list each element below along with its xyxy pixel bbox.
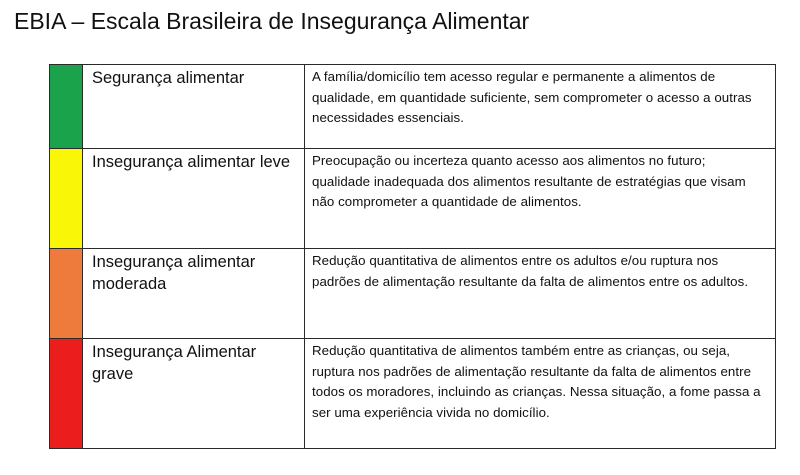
color-swatch-red: [50, 339, 83, 449]
ebia-scale-table: [49, 64, 776, 449]
color-swatch-orange: [50, 249, 83, 339]
color-swatch-yellow: [50, 149, 83, 249]
level-label: [83, 249, 305, 339]
level-text: Insegurança alimentar moderada: [92, 253, 256, 293]
table-row: [50, 65, 776, 149]
color-swatch-green: [50, 65, 83, 149]
page-title: EBIA – Escala Brasileira de Insegurança Alimentar: [14, 8, 530, 34]
level-text: Insegurança Alimentar grave: [92, 343, 257, 383]
level-label: [83, 149, 305, 249]
table-row: [50, 339, 776, 449]
level-description: [305, 249, 776, 339]
level-text: Segurança alimentar: [92, 69, 245, 87]
level-label: [83, 65, 305, 149]
description-text: A família/domicílio tem acesso regular e permanente a alimentos de qualidade, em quantidade suficiente, sem comprometer o acesso a outras necessidades essenciais.: [312, 69, 752, 125]
description-text: Preocupação ou incerteza quanto acesso aos alimentos no futuro; qualidade inadequada dos alimentos resultante de estratégias que visam não comprometer a quantidade de alimentos.: [312, 153, 746, 209]
description-text: Redução quantitativa de alimentos também entre as crianças, ou seja, ruptura nos padrões de alimentação resultante da falta de alimentos entre todos os moradores, incluindo as crianças. Nessa situação, a fome passa a ser uma experiência vivida no domicílio.: [312, 343, 761, 420]
description-text: Redução quantitativa de alimentos entre os adultos e/ou ruptura nos padrões de alimentação resultante da falta de alimentos entre os adultos.: [312, 253, 749, 289]
level-description: [305, 339, 776, 449]
level-description: [305, 65, 776, 149]
level-description: [305, 149, 776, 249]
level-text: Insegurança alimentar leve: [92, 153, 291, 171]
level-label: [83, 339, 305, 449]
table-row: [50, 149, 776, 249]
table-row: [50, 249, 776, 339]
